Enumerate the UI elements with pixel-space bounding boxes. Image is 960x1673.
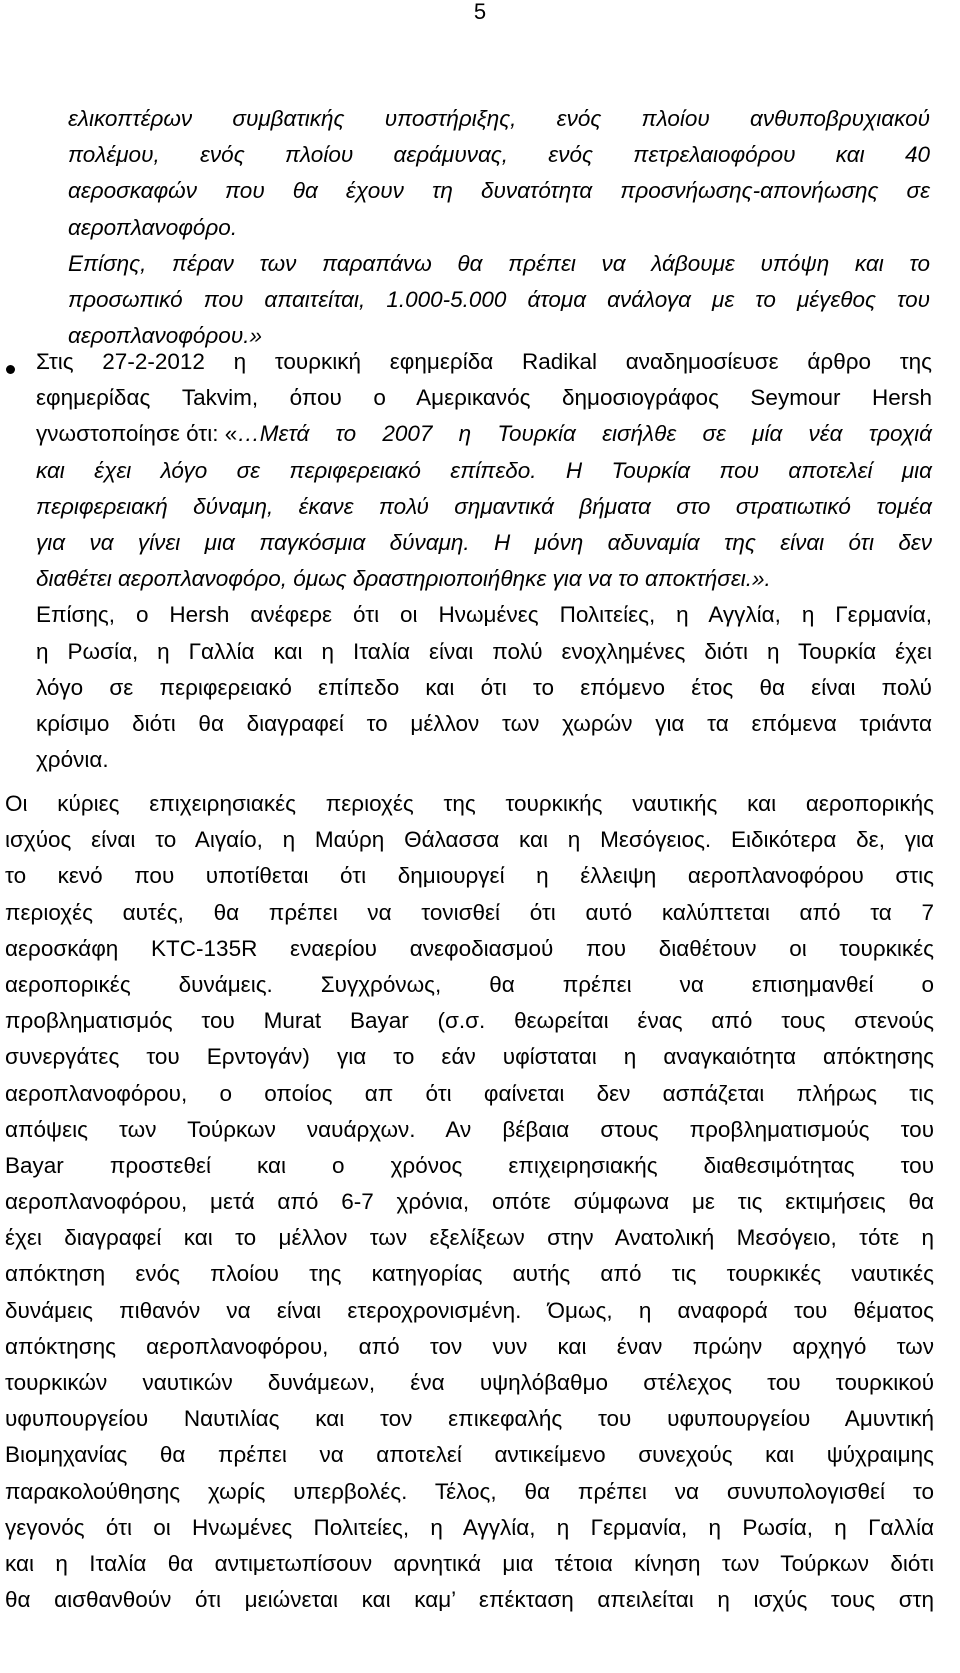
- text-line: απόψεις των Τούρκων ναυάρχων. Αν βέβαια στους προβληματισμούς του: [5, 1116, 934, 1142]
- text-line: λόγο σε περιφερειακό επίπεδο και ότι το επόμενο έτος θα είναι πολύ: [36, 674, 932, 700]
- text-line: απόκτησης αεροπλανοφόρου, από τον νυν και έναν πρώην αρχηγό των: [5, 1333, 934, 1359]
- text-line: και έχει λόγο σε περιφερειακό επίπεδο. Η Τουρκία που αποτελεί μια: [36, 457, 932, 483]
- text-line: δυνάμεις πιθανόν να είναι ετεροχρονισμένη. Όμως, η αναφορά του θέματος: [5, 1297, 934, 1323]
- text-line: αεροσκαφών που θα έχουν τη δυνατότητα προσνήωσης-απονήωσης σε: [68, 178, 930, 204]
- text-line: ισχύος είναι το Αιγαίο, η Μαύρη Θάλασσα και η Μεσόγειος. Ειδικότερα δε, για: [5, 827, 934, 853]
- text-line: ελικοπτέρων συμβατικής υποστήριξης, ενός πλοίου ανθυποβρυχιακού: [68, 106, 930, 131]
- text-line: Βιομηχανίας θα πρέπει να αποτελεί αντικείμενο συνεχούς και ψύχραιμης: [5, 1442, 934, 1468]
- text-line: Επίσης, πέραν των παραπάνω θα πρέπει να λάβουμε υπόψη και το: [68, 250, 930, 276]
- text-line: το κενό που υποτίθεται ότι δημιουργεί η έλλειψη αεροπλανοφόρου στις: [5, 863, 934, 889]
- text-line: θα αισθανθούν ότι μειώνεται και καμ’ επέκταση απειλείται η ισχύς τους στη: [5, 1587, 934, 1613]
- text-line: η Ρωσία, η Γαλλία και η Ιταλία είναι πολύ ενοχλημένες διότι η Τουρκία έχει: [36, 638, 932, 664]
- text-line: υφυπουργείου Ναυτιλίας και τον επικεφαλής του υφυπουργείου Αμυντική: [5, 1406, 934, 1432]
- text-line: για να γίνει μια παγκόσμια δύναμη. Η μόνη αδυναμία της είναι ότι δεν: [36, 529, 932, 555]
- text-line: συνεργάτες του Ερντογάν) για το εάν υφίσταται η αναγκαιότητα απόκτησης: [5, 1044, 934, 1070]
- text-line: παρακολούθησης χωρίς υπερβολές. Τέλος, θα πρέπει να συνυπολογισθεί το: [5, 1478, 934, 1504]
- text-line: τουρκικών ναυτικών δυνάμεων, ένα υψηλόβαθμο στέλεχος του τουρκικού: [5, 1370, 934, 1395]
- text-line: εφημερίδας Takvim, όπου ο Αμερικανός δημοσιογράφος Seymour Hersh: [36, 385, 932, 411]
- text-line: χρόνια.: [36, 747, 109, 773]
- text-line: και η Ιταλία θα αντιμετωπίσουν αρνητικά μια τέτοια κίνηση των Τούρκων διότι: [5, 1550, 934, 1576]
- page-number: 5: [473, 0, 487, 24]
- text-line: προσωπικό που απαιτείται, 1.000-5.000 άτομα ανάλογα με το μέγεθος του: [68, 286, 930, 312]
- text-line: Επίσης, ο Hersh ανέφερε ότι οι Ηνωμένες Πολιτείες, η Αγγλία, η Γερμανία,: [36, 602, 932, 628]
- text-line: αεροπορικές δυνάμεις. Συγχρόνως, θα πρέπει να επισημανθεί ο: [5, 971, 934, 997]
- text-line: αεροπλανοφόρου.»: [68, 323, 262, 349]
- text-line: αεροπλανοφόρου, μετά από 6-7 χρόνια, οπότε σύμφωνα με τις εκτιμήσεις θα: [5, 1189, 934, 1215]
- text-line: προβληματισμός του Murat Bayar (σ.σ. θεωρείται ένας από τους στενούς: [5, 1008, 934, 1034]
- text-line: αεροπλανοφόρο.: [68, 214, 238, 240]
- text-line: Bayar προστεθεί και ο χρόνος επιχειρησιακής διαθεσιμότητας του: [5, 1152, 934, 1178]
- body-paragraph: [5, 786, 934, 1618]
- text-line: έχει διαγραφεί και το μέλλον των εξελίξεων στην Ανατολική Μεσόγειο, τότε η: [5, 1225, 934, 1251]
- text-line: περιοχές αυτές, θα πρέπει να τονισθεί ότι αυτό καλύπτεται από τα 7: [5, 899, 934, 925]
- text-line: αεροπλανοφόρου, ο οποίος απ ότι φαίνεται δεν ασπάζεται πλήρως τις: [5, 1080, 934, 1106]
- text-line: Στις 27-2-2012 η τουρκική εφημερίδα Radikal αναδημοσίευσε άρθρο της: [36, 349, 932, 374]
- text-line: γεγονός ότι οι Ηνωμένες Πολιτείες, η Αγγλία, η Γερμανία, η Ρωσία, η Γαλλία: [5, 1514, 934, 1540]
- text-line: αεροσκάφη KTC-135R εναερίου ανεφοδιασμού που διαθέτουν οι τουρκικές: [5, 935, 934, 961]
- text-line-mixed: [36, 416, 932, 452]
- text-line: διαθέτει αεροπλανοφόρο, όμως δραστηριοποιήθηκε για να το αποκτήσει.».: [36, 566, 771, 592]
- text-normal: γνωστοποίησε ότι: «: [36, 421, 238, 447]
- text-line: πολέμου, ενός πλοίου αεράμυνας, ενός πετρελαιοφόρου και 40: [68, 142, 930, 168]
- bullet-icon: [6, 365, 15, 374]
- quote-continuation: [68, 101, 930, 354]
- text-line: απόκτηση ενός πλοίου της κατηγορίας αυτής από τις τουρκικές ναυτικές: [5, 1261, 934, 1287]
- text-line: Οι κύριες επιχειρησιακές περιοχές της τουρκικής ναυτικής και αεροπορικής: [5, 791, 934, 816]
- text-line: κρίσιμο διότι θα διαγραφεί το μέλλον των χωρών για τα επόμενα τριάντα: [36, 710, 932, 736]
- text-line: περιφερειακή δύναμη, έκανε πολύ σημαντικά βήματα στο στρατιωτικό τομέα: [36, 493, 932, 519]
- text-italic: …Μετά το 2007 η Τουρκία εισήλθε σε μία νέα τροχιά: [237, 421, 932, 447]
- bullet-item: [36, 344, 932, 778]
